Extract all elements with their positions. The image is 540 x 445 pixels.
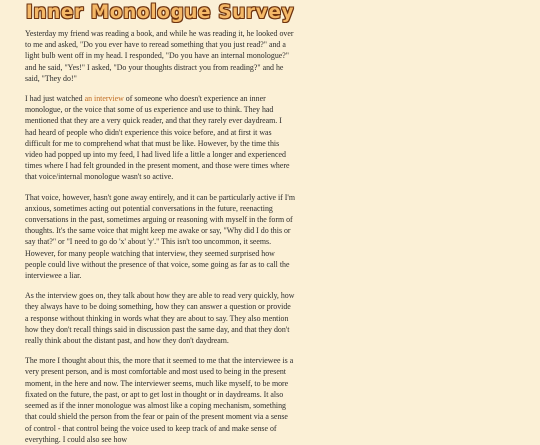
article: [25, 0, 295, 445]
paragraph-3: That voice, however, hasn't gone away entirely, and it can be particularly active if I'm anxious, sometimes acting out potential conversations in the future, reenacting conversations in the past, sometimes arguing or reasoning with myself in the form of thoughts. It's the same voice that might keep me awake or say, "Why did I do this or say that?" or "I need to go do 'x' about 'y'." This isn't too uncommon, it seems. However, for many people watching that interview, they seemed surprised how people could live without the presence of that voice, some going as far as to call the interviewee a liar.: [25, 192, 295, 281]
interview-link[interactable]: an interview: [84, 94, 124, 104]
paragraph-2-text-end: of someone who doesn't experience an inner monologue, or the voice that some of us experience and use to think. They had mentioned that they are a very quick reader, and that they rarely ever daydream. I had heard of people who didn't experience this voice before, and at first it was difficult for me to comprehend what that must be like. However, by the time this video had popped up into my feed, I had lived life a little a longer and experienced times where I had felt grounded in the present moment, and those were times where that voice/internal monologue wasn't so active.: [25, 94, 290, 182]
paragraph-5: The more I thought about this, the more that it seemed to me that the interviewee is a very present person, and is most comfortable and most used to being in the present moment, in the here and now. The interviewer seems, much like myself, to be more fixated on the future, the past, or apt to get lost in thought or in daydreams. It also seemed as if the inner monologue was almost like a coping mechanism, something that could shield the person from the fear or pain of the present moment via a sense of control - that control being the voice used to keep track of and make sense of everything. I could also see how: [25, 356, 294, 444]
article-body: [25, 28, 295, 445]
paragraph-2: [25, 93, 295, 183]
paragraph-1: Yesterday my friend was reading a book, and while he was reading it, he looked over to me and asked, "Do you ever have to reread something that you just read?" and a light bulb went off in my head. I responded, "Do you have an internal monologue?" and he said, "Yes!" I asked, "Do your thoughts distract you from reading?" and he said, "They do!": [25, 29, 294, 83]
paragraph-2-text-start: I had just watched: [25, 94, 85, 104]
paragraph-4: As the interview goes on, they talk about how they are able to read very quickly, how they always have to be doing something, how they can answer a question or provide a response without thinking in words what they are about to say. They also mention how they don't recall things said in discussion past the same day, and that they don't really think about the distant past, and how they don't daydream.: [25, 291, 295, 346]
page-title: Inner Monologue Survey: [25, 2, 295, 23]
